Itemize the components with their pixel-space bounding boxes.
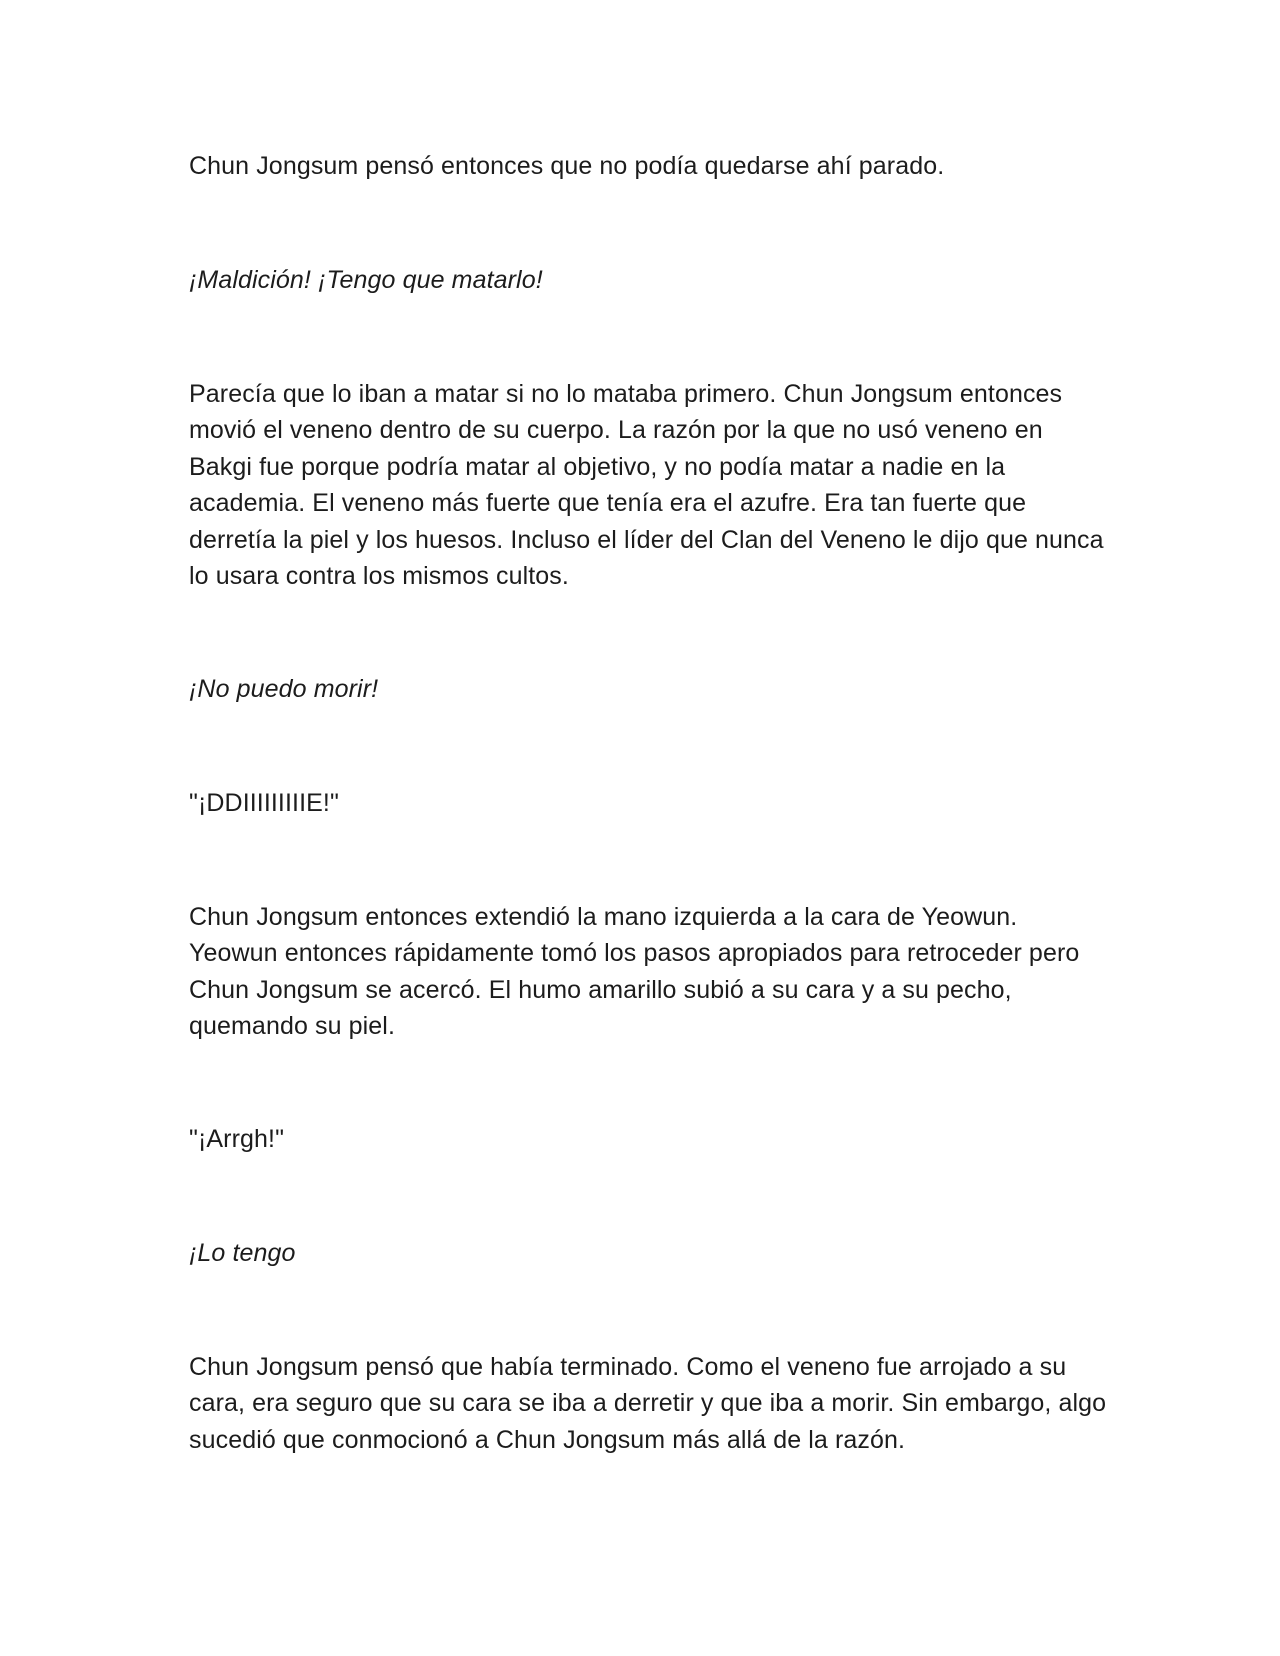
italic-thought: ¡Lo tengo xyxy=(189,1239,296,1267)
dialogue-line: "¡DDIIIIIIIIIE!" xyxy=(189,789,339,817)
paragraph: Chun Jongsum pensó que había terminado. Como el veneno fue arrojado a su cara, era seguro que su cara se iba a derretir y que iba a morir. Sin embargo, algo sucedió que conmocionó a Chun Jongsum más allá de la razón. xyxy=(189,1353,1107,1454)
italic-thought: ¡Maldición! ¡Tengo que matarlo! xyxy=(189,266,543,294)
paragraph: Parecía que lo iban a matar si no lo mataba primero. Chun Jongsum entonces movió el veneno dentro de su cuerpo. La razón por la que no usó veneno en Bakgi fue porque podría matar al objetivo, y no podía matar a nadie en la academia. El veneno más fuerte que tenía era el azufre. Era tan fuerte que derretía la piel y los huesos. Incluso el líder del Clan del Veneno le dijo que nunca lo usara contra los mismos cultos. xyxy=(189,380,1104,591)
paragraph: Chun Jongsum pensó entonces que no podía quedarse ahí parado. xyxy=(189,152,945,180)
paragraph: Chun Jongsum entonces extendió la mano izquierda a la cara de Yeowun. Yeowun entonces rápidamente tomó los pasos apropiados para retroceder pero Chun Jongsum se acercó. El humo amarillo subió a su cara y a su pecho, quemando su piel. xyxy=(189,903,1080,1041)
italic-thought: ¡No puedo morir! xyxy=(189,675,379,703)
dialogue-line: "¡Arrgh!" xyxy=(189,1125,285,1153)
